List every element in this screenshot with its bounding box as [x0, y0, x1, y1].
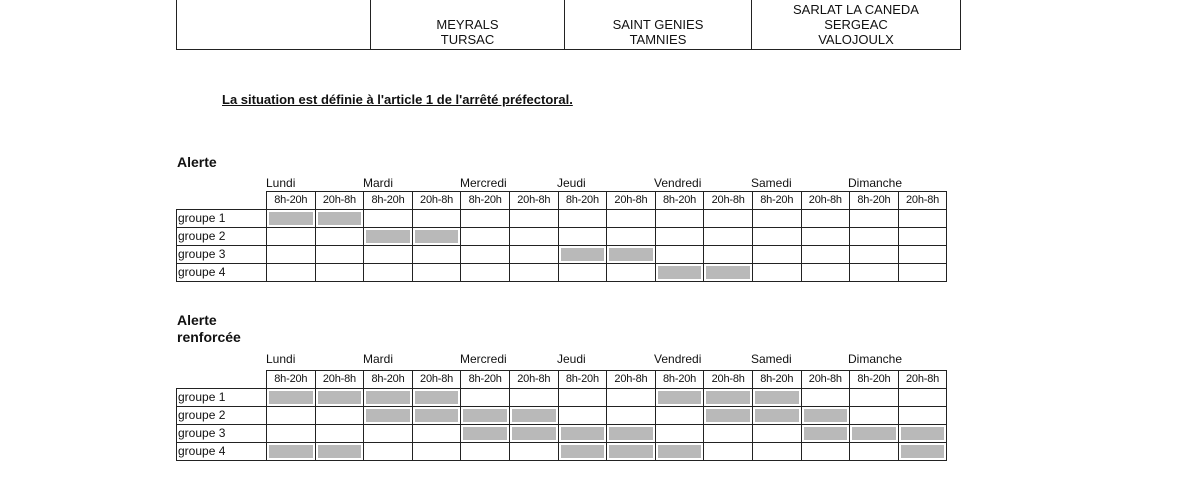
slot-cell: [509, 228, 558, 246]
slot-header: 8h-20h: [850, 192, 899, 210]
slot-header-row: [177, 192, 947, 210]
restricted-slot-cell: [267, 389, 316, 407]
slot-cell: [461, 246, 510, 264]
slot-cell: [607, 389, 656, 407]
restricted-slot-cell: [752, 407, 801, 425]
table-row: [177, 210, 947, 228]
slot-cell: [850, 228, 899, 246]
alert-level-label: [177, 154, 217, 171]
day-label: Vendredi: [654, 352, 702, 366]
group-name: groupe 2: [177, 407, 267, 425]
slot-cell: [607, 407, 656, 425]
slot-cell: [558, 389, 607, 407]
restricted-slot-cell: [704, 264, 753, 282]
slot-header: 8h-20h: [752, 371, 801, 389]
slot-cell: [850, 210, 899, 228]
restricted-slot-cell: [558, 443, 607, 461]
table-row: [177, 407, 947, 425]
slot-header: 20h-8h: [704, 371, 753, 389]
slot-cell: [461, 443, 510, 461]
slot-cell: [509, 264, 558, 282]
restricted-slot-cell: [607, 246, 656, 264]
slot-cell: [898, 389, 947, 407]
slot-cell: [412, 425, 461, 443]
slot-cell: [364, 210, 413, 228]
slot-cell: [267, 407, 316, 425]
slot-cell: [655, 407, 704, 425]
slot-cell: [704, 443, 753, 461]
slot-cell: [850, 246, 899, 264]
commune-table: [176, 0, 961, 50]
day-label: Samedi: [751, 176, 792, 190]
day-label: Mercredi: [460, 352, 507, 366]
slot-cell: [850, 389, 899, 407]
table-row: [177, 264, 947, 282]
slot-cell: [509, 443, 558, 461]
slot-header: 8h-20h: [752, 192, 801, 210]
slot-cell: [558, 210, 607, 228]
slot-cell: [412, 443, 461, 461]
slot-cell: [315, 407, 364, 425]
alert-level-line: renforcée: [177, 329, 241, 345]
slot-header: 20h-8h: [315, 192, 364, 210]
restricted-slot-cell: [704, 407, 753, 425]
table-row: [177, 443, 947, 461]
grid-corner: [177, 192, 267, 210]
slot-cell: [412, 264, 461, 282]
table-row: [177, 246, 947, 264]
slot-header: 20h-8h: [607, 192, 656, 210]
slot-header: 20h-8h: [412, 371, 461, 389]
slot-cell: [412, 210, 461, 228]
group-name: groupe 4: [177, 443, 267, 461]
table-row: [177, 389, 947, 407]
slot-cell: [267, 425, 316, 443]
slot-cell: [267, 246, 316, 264]
restricted-slot-cell: [315, 389, 364, 407]
restricted-slot-cell: [509, 407, 558, 425]
group-name: groupe 1: [177, 210, 267, 228]
slot-header: 20h-8h: [801, 371, 850, 389]
day-label: Lundi: [266, 352, 296, 366]
group-name: groupe 4: [177, 264, 267, 282]
slot-header: 8h-20h: [267, 192, 316, 210]
restricted-slot-cell: [315, 443, 364, 461]
restricted-slot-cell: [558, 246, 607, 264]
slot-header: 8h-20h: [461, 371, 510, 389]
slot-cell: [898, 228, 947, 246]
slot-cell: [898, 264, 947, 282]
slot-header: 20h-8h: [509, 192, 558, 210]
slot-cell: [509, 210, 558, 228]
slot-cell: [655, 425, 704, 443]
slot-header: 8h-20h: [850, 371, 899, 389]
slot-header: 20h-8h: [607, 371, 656, 389]
slot-cell: [801, 264, 850, 282]
restricted-slot-cell: [801, 407, 850, 425]
day-headers: [266, 176, 946, 190]
slot-cell: [752, 210, 801, 228]
slot-cell: [558, 264, 607, 282]
restricted-slot-cell: [412, 389, 461, 407]
commune-name: TAMNIES: [629, 32, 687, 47]
slot-cell: [267, 264, 316, 282]
slot-cell: [898, 246, 947, 264]
slot-cell: [364, 443, 413, 461]
slot-cell: [461, 264, 510, 282]
slot-cell: [801, 443, 850, 461]
slot-cell: [801, 210, 850, 228]
restricted-slot-cell: [801, 425, 850, 443]
slot-cell: [704, 210, 753, 228]
day-label: Samedi: [751, 352, 792, 366]
commune-name: SAINT GENIES: [612, 17, 704, 32]
slot-cell: [801, 389, 850, 407]
day-label: Lundi: [266, 176, 296, 190]
table-row: [177, 425, 947, 443]
slot-header: 8h-20h: [364, 192, 413, 210]
restricted-slot-cell: [364, 228, 413, 246]
restricted-slot-cell: [267, 210, 316, 228]
slot-cell: [461, 389, 510, 407]
slot-header: 8h-20h: [558, 192, 607, 210]
slot-header: 20h-8h: [412, 192, 461, 210]
slot-cell: [267, 228, 316, 246]
commune-cell: [371, 0, 565, 50]
restricted-slot-cell: [364, 407, 413, 425]
alert-level-line: Alerte: [177, 154, 217, 170]
restricted-slot-cell: [267, 443, 316, 461]
slot-cell: [752, 228, 801, 246]
slot-header: 20h-8h: [898, 371, 947, 389]
slot-cell: [850, 443, 899, 461]
restricted-slot-cell: [558, 425, 607, 443]
slot-cell: [704, 425, 753, 443]
restricted-slot-cell: [412, 407, 461, 425]
day-label: Mardi: [363, 352, 394, 366]
restricted-slot-cell: [898, 425, 947, 443]
slot-cell: [850, 407, 899, 425]
commune-name: SERGEAC: [824, 17, 888, 32]
restricted-slot-cell: [461, 425, 510, 443]
commune-cell: [177, 0, 371, 50]
group-name: groupe 3: [177, 246, 267, 264]
commune-name: VALOJOULX: [818, 32, 894, 47]
slot-header: 8h-20h: [558, 371, 607, 389]
day-headers: [266, 352, 946, 366]
slot-cell: [752, 425, 801, 443]
restricted-slot-cell: [315, 210, 364, 228]
commune-cell: [752, 0, 961, 50]
commune-name: TURSAC: [440, 32, 495, 47]
restricted-slot-cell: [655, 443, 704, 461]
slot-cell: [364, 246, 413, 264]
restricted-slot-cell: [655, 264, 704, 282]
slot-header: 8h-20h: [267, 371, 316, 389]
schedule-grid-alerte: [176, 191, 947, 282]
slot-cell: [752, 264, 801, 282]
commune-name: SARLAT LA CANEDA: [793, 2, 919, 17]
slot-cell: [461, 228, 510, 246]
slot-cell: [704, 246, 753, 264]
slot-cell: [801, 228, 850, 246]
slot-cell: [655, 210, 704, 228]
alert-level-line: Alerte: [177, 312, 217, 328]
slot-cell: [509, 389, 558, 407]
group-name: groupe 1: [177, 389, 267, 407]
slot-cell: [655, 246, 704, 264]
slot-cell: [607, 228, 656, 246]
day-label: Dimanche: [848, 176, 903, 190]
slot-cell: [752, 246, 801, 264]
slot-header: 8h-20h: [461, 192, 510, 210]
slot-cell: [315, 246, 364, 264]
restricted-slot-cell: [898, 443, 947, 461]
day-label: Mercredi: [460, 176, 507, 190]
slot-cell: [898, 210, 947, 228]
slot-cell: [412, 246, 461, 264]
commune-cell: [565, 0, 752, 50]
slot-header: 8h-20h: [364, 371, 413, 389]
slot-cell: [364, 264, 413, 282]
alert-level-label: [177, 312, 241, 346]
day-label: Mardi: [363, 176, 394, 190]
slot-header: 8h-20h: [655, 192, 704, 210]
slot-cell: [704, 228, 753, 246]
group-name: groupe 3: [177, 425, 267, 443]
slot-header: 20h-8h: [898, 192, 947, 210]
slot-cell: [558, 228, 607, 246]
slot-cell: [461, 210, 510, 228]
slot-header-row: [177, 371, 947, 389]
slot-cell: [898, 407, 947, 425]
slot-cell: [607, 210, 656, 228]
commune-name: MEYRALS: [436, 17, 499, 32]
grid-corner: [177, 371, 267, 389]
slot-cell: [509, 246, 558, 264]
day-label: Dimanche: [848, 352, 903, 366]
restricted-slot-cell: [850, 425, 899, 443]
day-label: Jeudi: [557, 176, 586, 190]
group-name: groupe 2: [177, 228, 267, 246]
restricted-slot-cell: [607, 425, 656, 443]
slot-header: 8h-20h: [655, 371, 704, 389]
slot-header: 20h-8h: [315, 371, 364, 389]
slot-cell: [315, 425, 364, 443]
restricted-slot-cell: [509, 425, 558, 443]
slot-cell: [315, 228, 364, 246]
slot-header: 20h-8h: [509, 371, 558, 389]
slot-header: 20h-8h: [801, 192, 850, 210]
restricted-slot-cell: [412, 228, 461, 246]
day-label: Jeudi: [557, 352, 586, 366]
slot-cell: [850, 264, 899, 282]
day-label: Vendredi: [654, 176, 702, 190]
restricted-slot-cell: [607, 443, 656, 461]
slot-cell: [315, 264, 364, 282]
slot-cell: [607, 264, 656, 282]
slot-cell: [655, 228, 704, 246]
section-title: La situation est définie à l'article 1 de l'arrêté préfectoral.: [222, 92, 573, 107]
table-row: [177, 228, 947, 246]
slot-cell: [752, 443, 801, 461]
slot-header: 20h-8h: [704, 192, 753, 210]
restricted-slot-cell: [704, 389, 753, 407]
slot-cell: [364, 425, 413, 443]
restricted-slot-cell: [364, 389, 413, 407]
slot-cell: [558, 407, 607, 425]
restricted-slot-cell: [752, 389, 801, 407]
slot-cell: [801, 246, 850, 264]
restricted-slot-cell: [655, 389, 704, 407]
restricted-slot-cell: [461, 407, 510, 425]
schedule-grid-alerte-renforcee: [176, 370, 947, 461]
